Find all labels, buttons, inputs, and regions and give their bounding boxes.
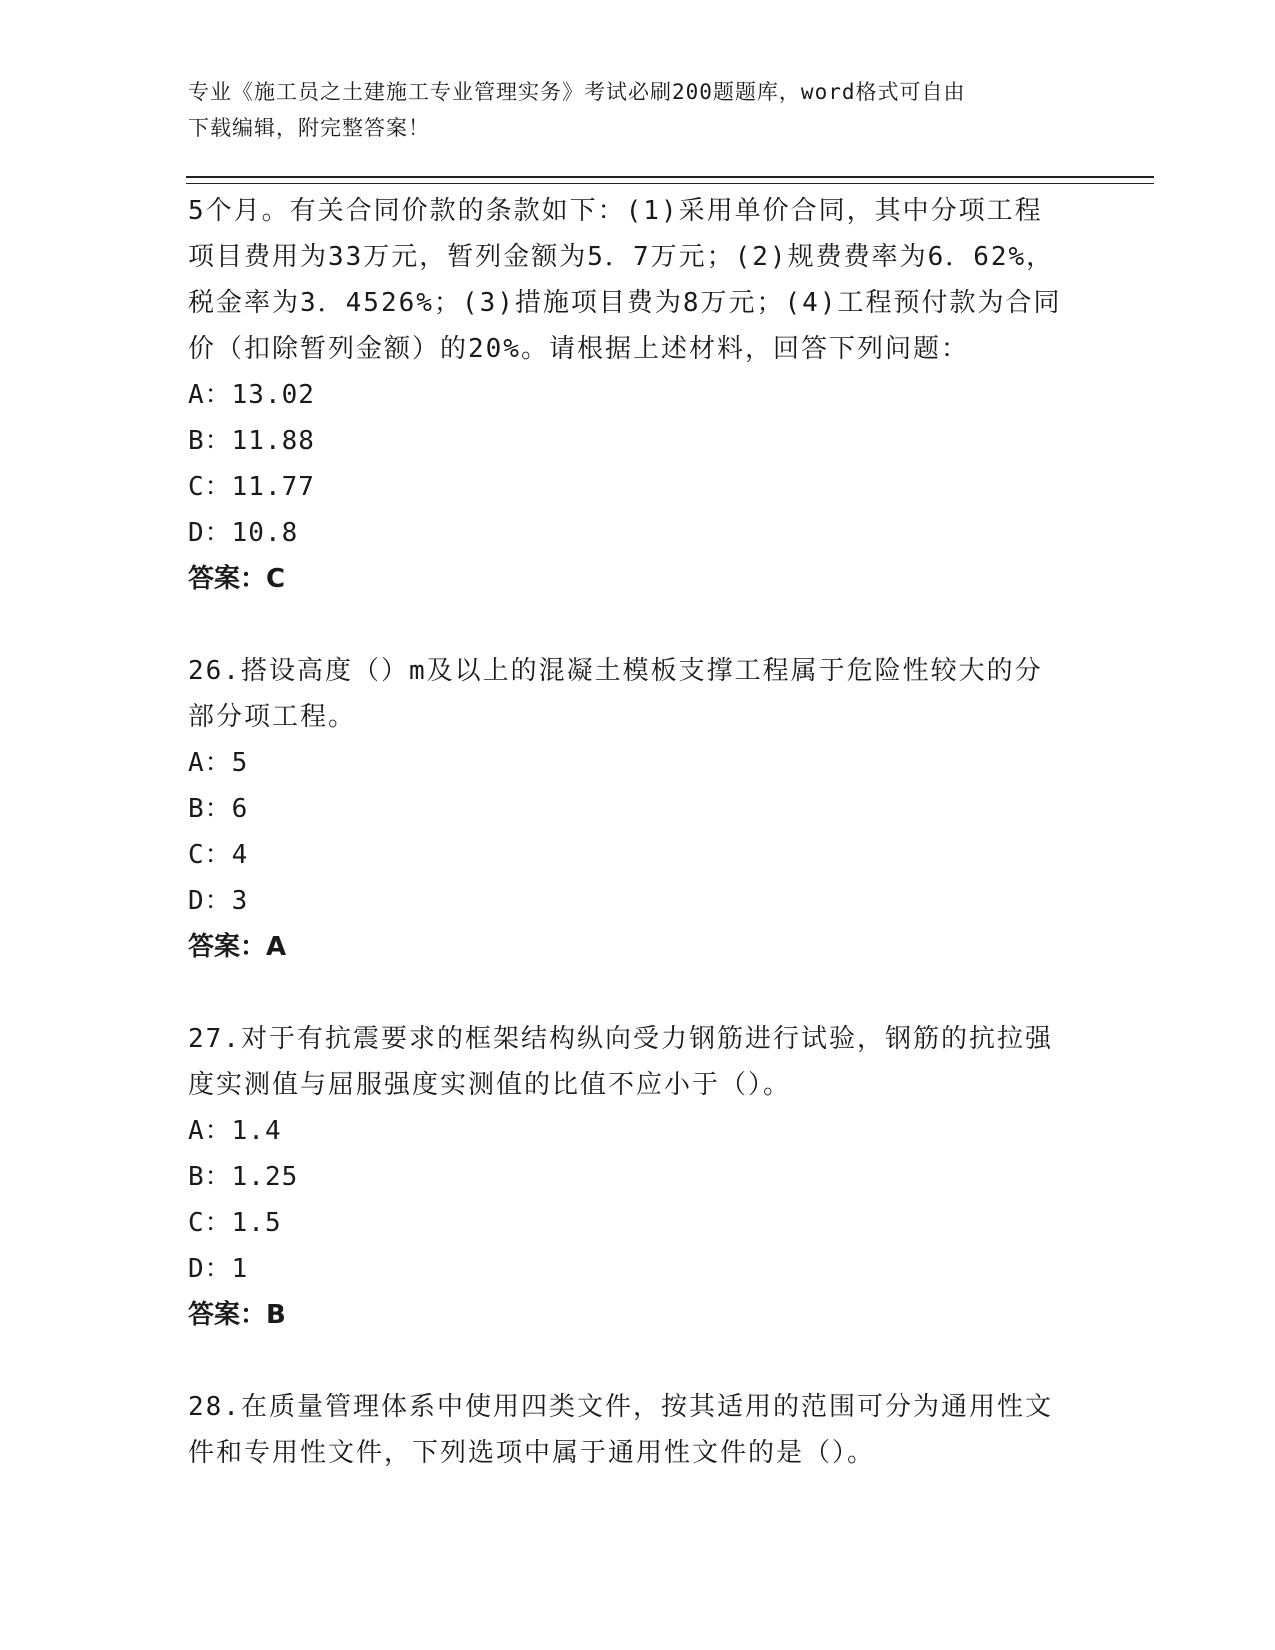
option-a: A：13.02 [188, 380, 315, 410]
option-c: C：4 [188, 840, 249, 870]
header-line-1: 专业《施工员之土建施工专业管理实务》考试必刷200题题库，word格式可自由 [188, 80, 966, 104]
answer: 答案：A [188, 932, 287, 962]
question-text-line: 价（扣除暂列金额）的20%。请根据上述材料，回答下列问题： [188, 334, 969, 364]
option-c: C：11.77 [188, 472, 315, 502]
question-text-line: 件和专用性文件，下列选项中属于通用性文件的是（）。 [188, 1438, 876, 1468]
question-25 [188, 188, 1088, 602]
option-d: D：1 [188, 1254, 249, 1284]
option-b: B：1.25 [188, 1162, 299, 1192]
option-d: D：10.8 [188, 518, 299, 548]
question-text-line: 27.对于有抗震要求的框架结构纵向受力钢筋进行试验，钢筋的抗拉强 [188, 1024, 1053, 1054]
answer: 答案：C [188, 564, 286, 594]
question-text-line: 部分项工程。 [188, 702, 357, 732]
question-26 [188, 648, 1088, 970]
question-27 [188, 1016, 1088, 1338]
question-text-line: 5个月。有关合同价款的条款如下：(1)采用单价合同，其中分项工程 [188, 196, 1043, 226]
answer: 答案：B [188, 1300, 286, 1330]
option-d: D：3 [188, 886, 249, 916]
option-a: A：5 [188, 748, 249, 778]
header-divider-thin [186, 183, 1154, 184]
page-header [188, 74, 1068, 146]
option-b: B：11.88 [188, 426, 315, 456]
question-text-line: 税金率为3．4526%；(3)措施项目费为8万元；(4)工程预付款为合同 [188, 288, 1062, 318]
question-text-line: 项目费用为33万元，暂列金额为5．7万元；(2)规费费率为6．62%， [188, 242, 1055, 272]
document-body [188, 188, 1088, 1476]
question-28 [188, 1384, 1088, 1476]
option-c: C：1.5 [188, 1208, 282, 1238]
question-text-line: 28.在质量管理体系中使用四类文件，按其适用的范围可分为通用性文 [188, 1392, 1053, 1422]
header-divider [186, 176, 1154, 178]
option-a: A：1.4 [188, 1116, 282, 1146]
header-line-2: 下载编辑，附完整答案！ [188, 116, 430, 140]
question-text-line: 度实测值与屈服强度实测值的比值不应小于（）。 [188, 1070, 792, 1100]
option-b: B：6 [188, 794, 249, 824]
question-text-line: 26.搭设高度（）m及以上的混凝土模板支撑工程属于危险性较大的分 [188, 656, 1043, 686]
